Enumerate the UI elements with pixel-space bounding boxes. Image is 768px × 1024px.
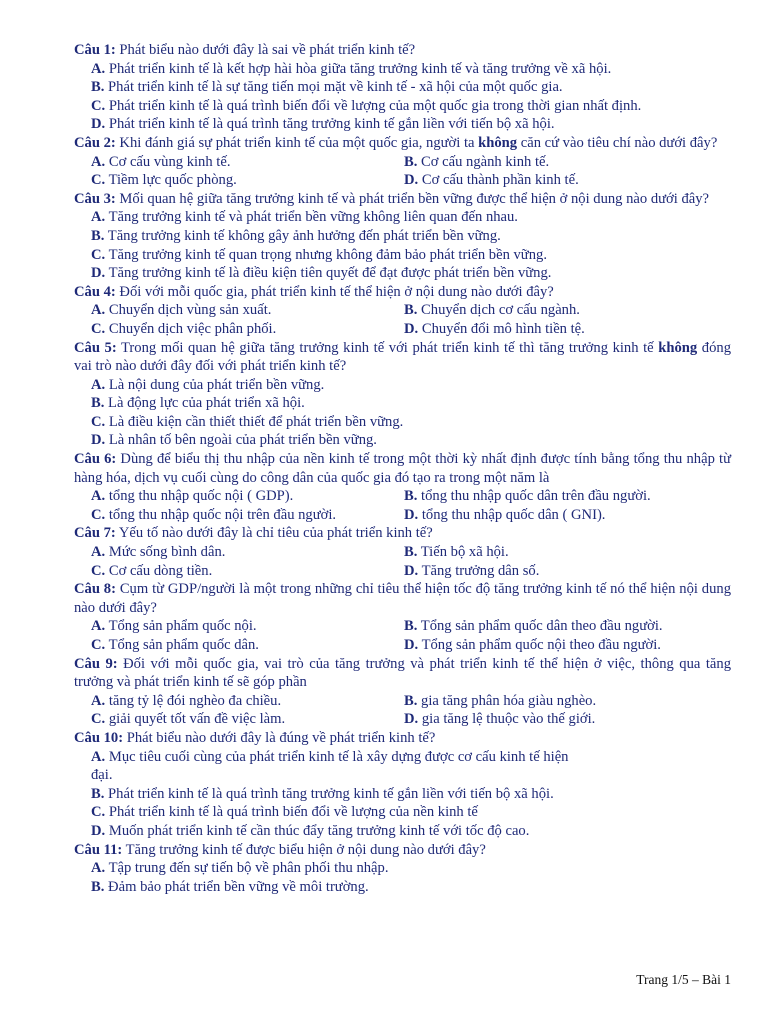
option-d: D. Tăng trưởng dân số.	[404, 562, 540, 579]
option-a: A. Tăng trưởng kinh tế và phát triển bền vững không liên quan đến nhau.	[91, 209, 518, 226]
option-d: D. Tổng sản phẩm quốc nội theo đầu người.	[404, 637, 661, 653]
question-4: Câu 4: Đối với mỗi quốc gia, phát triển kinh tế thể hiện ở nội dung nào dưới đây? A. Chuyển dịch vùng sản xuất. B. Chuyển dịch cơ cấu ngành. C. Chuyển dịch việc phân phối. D. Chuyển đổi mô hình tiền tệ.	[74, 283, 731, 339]
option-d: D. Phát triển kinh tế là quá trình tăng trưởng kinh tế gắn liền với tiến bộ xã hội.	[91, 116, 555, 133]
question-10: Câu 10: Phát biểu nào dưới đây là đúng về phát triển kinh tế? A. Mục tiêu cuối cùng của phát triển kinh tế là xây dựng được cơ cấu kinh tế hiện đại. B. Phát triển kinh tế là quá trình tăng trưởng kinh tế gắn liền với tiến bộ xã hội. C. Phát triển kinh tế là quá trình biến đổi về lượng của nền kinh tế D. Muốn phát triển kinh tế cần thúc đẩy tăng trưởng kinh tế với tốc độ cao.	[74, 729, 731, 841]
option-b: B. Chuyển dịch cơ cấu ngành.	[404, 302, 580, 319]
option-d: D. tổng thu nhập quốc dân ( GNI).	[404, 506, 606, 523]
question-9: Câu 9: Đối với mỗi quốc gia, vai trò của tăng trưởng và phát triển kinh tế thể hiện ở việc, thông qua tăng trưởng và phát triển kinh tế sẽ góp phần A. tăng tỷ lệ đói nghèo đa chiều. B. gia tăng phân hóa giàu nghèo. C. giải quyết tốt vấn đề việc làm. D. gia tăng lệ thuộc vào thế giới.	[74, 655, 731, 728]
emphasis: không	[658, 339, 698, 356]
question-7: Câu 7: Yếu tố nào dưới đây là chỉ tiêu của phát triển kinh tế? A. Mức sống bình dân. B. Tiến bộ xã hội. C. Cơ cấu dòng tiền. D. Tăng trưởng dân số.	[74, 524, 731, 580]
emphasis: không	[478, 134, 518, 151]
option-b: B. gia tăng phân hóa giàu nghèo.	[404, 692, 597, 709]
option-c: C. Phát triển kinh tế là quá trình biến đổi về lượng của nền kinh tế	[91, 804, 478, 821]
page-footer: Trang 1/5 – Bài 1	[636, 972, 731, 987]
option-d: D. Chuyển đổi mô hình tiền tệ.	[404, 320, 585, 337]
question-label: Câu 4:	[74, 283, 116, 300]
option-b: B. Phát triển kinh tế là sự tăng tiến mọi mặt về kinh tế - xã hội của một quốc gia.	[91, 79, 563, 96]
question-1	[74, 41, 731, 134]
option-b: B. Cơ cấu ngành kinh tế.	[404, 153, 550, 170]
option-c: C. Tổng sản phẩm quốc dân.	[91, 637, 259, 653]
question-6: Câu 6: Dùng để biểu thị thu nhập của nền kinh tế trong một thời kỳ nhất định được tính bằng tổng thu nhập từ hàng hóa, dịch vụ cuối cùng do công dân của quốc gia đó tạo ra trong một năm là A. tổng thu nhập quốc nội ( GDP). B. tổng thu nhập quốc dân trên đầu người. C. tổng thu nhập quốc nội trên đầu người. D. tổng thu nhập quốc dân ( GNI).	[74, 451, 731, 523]
option-a: A. tổng thu nhập quốc nội ( GDP).	[91, 488, 294, 505]
exam-page	[74, 41, 731, 896]
question-stem: Phát biểu nào dưới đây là sai về phát triển kinh tế?	[119, 42, 416, 58]
option-a: A. Cơ cấu vùng kinh tế.	[91, 153, 231, 170]
question-label: Câu 6:	[74, 451, 117, 468]
question-2: Câu 2: Khi đánh giá sự phát triển kinh tế của một quốc gia, người ta không căn cứ vào tiêu chí nào dưới đây? A. Cơ cấu vùng kinh tế. B. Cơ cấu ngành kinh tế. C. Tiềm lực quốc phòng. D. Cơ cấu thành phần kinh tế.	[74, 134, 718, 189]
question-5: Câu 5: Trong mối quan hệ giữa tăng trưởng kinh tế với phát triển kinh tế thì tăng trưởng kinh tế không đóng vai trò nào dưới đây đối với phát triển kinh tế? A. Là nội dung của phát triển bền vững. B. Là động lực của phát triển xã hội. C. Là điều kiện cần thiết thiết để phát triển bền vững. D. Là nhân tố bên ngoài của phát triển bền vững.	[74, 339, 731, 449]
question-label: Câu 9:	[74, 655, 118, 672]
option-b: B. Tiến bộ xã hội.	[404, 544, 509, 561]
option-b: B. Đảm bảo phát triển bền vững về môi trường.	[91, 878, 369, 895]
option-b: B. Phát triển kinh tế là quá trình tăng trưởng kinh tế gắn liền với tiến bộ xã hội.	[91, 785, 554, 802]
question-label: Câu 7:	[74, 525, 116, 542]
option-a: A. Mục tiêu cuối cùng của phát triển kinh tế là xây dựng được cơ cấu kinh tế hiện đại.	[91, 748, 569, 784]
option-b: B. Tổng sản phẩm quốc dân theo đầu người.	[404, 618, 663, 635]
option-d: D. Muốn phát triển kinh tế cần thúc đẩy tăng trưởng kinh tế với tốc độ cao.	[91, 822, 530, 839]
option-c: C. Tiềm lực quốc phòng.	[91, 172, 237, 189]
option-c: C. giải quyết tốt vấn đề việc làm.	[91, 711, 286, 728]
option-a: A. Tập trung đến sự tiến bộ về phân phối thu nhập.	[91, 860, 389, 877]
question-label: Câu 2:	[74, 134, 116, 151]
question-label: Câu 11:	[74, 841, 123, 858]
option-d: D. Cơ cấu thành phần kinh tế.	[404, 172, 579, 189]
option-c: C. Cơ cấu dòng tiền.	[91, 562, 213, 579]
question-label: Câu 8:	[74, 581, 116, 598]
option-a: A. Chuyển dịch vùng sản xuất.	[91, 302, 272, 319]
option-a: A. Mức sống bình dân.	[91, 544, 226, 561]
option-a: A. Tổng sản phẩm quốc nội.	[91, 618, 257, 635]
option-c: C. Chuyển dịch việc phân phối.	[91, 320, 277, 337]
option-b: B. tổng thu nhập quốc dân trên đầu người.	[404, 488, 651, 505]
option-a: A. tăng tỷ lệ đói nghèo đa chiều.	[91, 692, 282, 709]
question-8: Câu 8: Cụm từ GDP/người là một trong những chỉ tiêu thể hiện tốc độ tăng trưởng kinh tế nó thể hiện nội dung nào dưới đây? A. Tổng sản phẩm quốc nội. B. Tổng sản phẩm quốc dân theo đầu người. C. Tổng sản phẩm quốc dân. D. Tổng sản phẩm quốc nội theo đầu người.	[74, 581, 731, 653]
option-c: C. Phát triển kinh tế là quá trình biến đổi về lượng của một quốc gia trong thời gian nhất định.	[91, 97, 642, 114]
option-c: C. tổng thu nhập quốc nội trên đầu người.	[91, 506, 337, 523]
option-d: D. Là nhân tố bên ngoài của phát triển bền vững.	[91, 432, 377, 449]
question-label: Câu 1:	[74, 42, 116, 58]
option-b: B. Tăng trưởng kinh tế không gây ảnh hưởng đến phát triển bền vững.	[91, 227, 501, 244]
question-3: Câu 3: Mối quan hệ giữa tăng trưởng kinh tế và phát triển bền vững được thể hiện ở nội dung nào dưới đây? A. Tăng trưởng kinh tế và phát triển bền vững không liên quan đến nhau. B. Tăng trưởng kinh tế không gây ảnh hưởng đến phát triển bền vững. C. Tăng trưởng kinh tế quan trọng nhưng không đảm bảo phát triển bền vững. D. Tăng trưởng kinh tế là điều kiện tiên quyết để đạt được phát triển bền vững.	[74, 190, 731, 283]
question-label: Câu 10:	[74, 729, 124, 746]
option-c: C. Là điều kiện cần thiết thiết để phát triển bền vững.	[91, 413, 404, 430]
question-label: Câu 5:	[74, 339, 117, 356]
option-c: C. Tăng trưởng kinh tế quan trọng nhưng không đảm bảo phát triển bền vững.	[91, 246, 547, 263]
option-a: A. Là nội dung của phát triển bền vững.	[91, 376, 325, 393]
option-b: B. Là động lực của phát triển xã hội.	[91, 395, 305, 412]
option-a: A. Phát triển kinh tế là kết hợp hài hòa giữa tăng trưởng kinh tế và tăng trưởng về xã hội.	[91, 60, 612, 77]
option-d: D. Tăng trưởng kinh tế là điều kiện tiên quyết để đạt được phát triển bền vững.	[91, 265, 552, 282]
question-11: Câu 11: Tăng trưởng kinh tế được biểu hiện ở nội dung nào dưới đây? A. Tập trung đến sự tiến bộ về phân phối thu nhập. B. Đảm bảo phát triển bền vững về môi trường.	[74, 841, 731, 897]
option-d: D. gia tăng lệ thuộc vào thế giới.	[404, 711, 596, 728]
question-label: Câu 3:	[74, 190, 116, 207]
